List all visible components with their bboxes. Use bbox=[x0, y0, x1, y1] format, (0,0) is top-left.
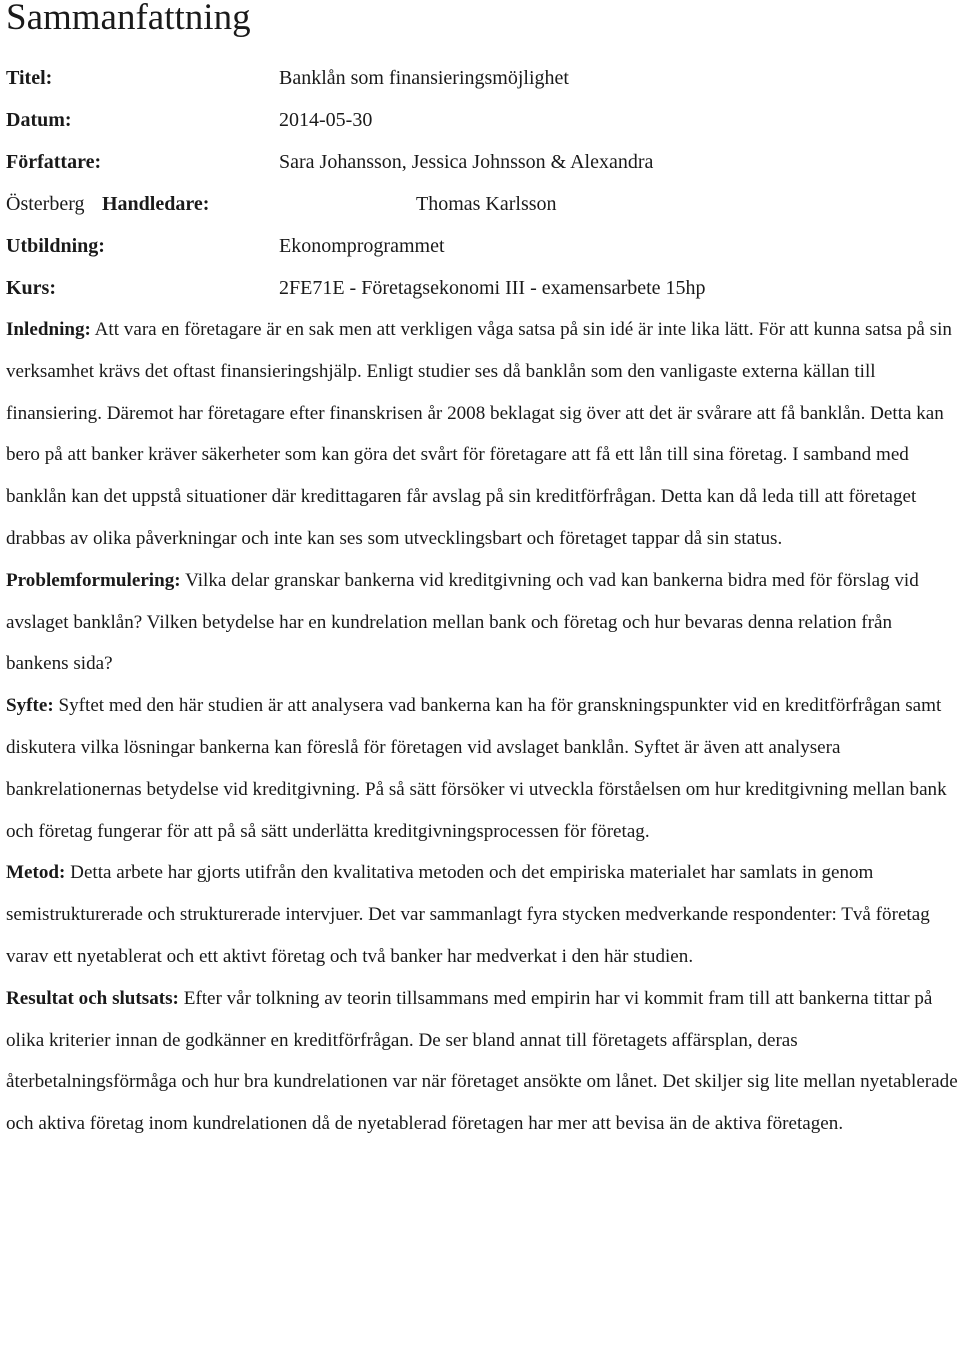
syfte-label: Syfte: bbox=[6, 695, 54, 717]
resultat-label: Resultat och slutsats: bbox=[6, 987, 179, 1009]
section-resultat bbox=[6, 978, 958, 1145]
datum-value: 2014-05-30 bbox=[279, 109, 373, 131]
section-metod bbox=[6, 852, 958, 977]
summary-sections bbox=[6, 309, 958, 1145]
kurs-value: 2FE71E - Företagsekonomi III - examensarbete 15hp bbox=[279, 277, 706, 299]
problemformulering-text: Vilka delar granskar bankerna vid kreditgivning och vad kan bankerna bidra med för förslag vid avslaget banklån? Vilken betydelse har en kundrelation mellan bank och företag och hur bevaras denna relation från bankens sida? bbox=[6, 569, 919, 675]
inledning-text: Att vara en företagare är en sak men att verkligen våga satsa på sin idé är inte lika lätt. För att kunna satsa på sin verksamhet krävs det oftast finansieringshjälp. Enligt studier ses då banklån som den vanligaste externa källan till finansiering. Däremot har företagare efter finanskrisen år 2008 beklagat sig över att det är svårare att få banklån. Detta kan bero på att banker kräver säkerheter som kan göra det svårt för företagare att få ett lån till sina företag. I samband med banklån kan det uppstå situationer där kredittagaren får avslag på sin kreditförfrågan. Detta kan då leda till att företaget drabbas av olika påverkningar och inte kan ses som utvecklingsbart och företaget tappar då sin status. bbox=[6, 319, 952, 549]
problemformulering-label: Problemformulering: bbox=[6, 569, 181, 591]
section-problemformulering bbox=[6, 560, 958, 685]
handledare-value: Thomas Karlsson bbox=[416, 193, 557, 215]
datum-label: Datum: bbox=[6, 109, 72, 131]
forfattare-label: Författare: bbox=[6, 151, 102, 173]
forfattare-value: Sara Johansson, Jessica Johnsson & Alexandra bbox=[279, 151, 654, 173]
section-syfte bbox=[6, 685, 958, 852]
inledning-label: Inledning: bbox=[6, 319, 91, 340]
resultat-text: Efter vår tolkning av teorin tillsammans med empirin har vi kommit fram till att bankerna tittar på olika kriterier innan de godkänner en kreditförfrågan. De ser bland annat till företagets affärsplan, deras återbetalningsförmåga och hur bra kundrelationen var när företaget ansökte om lånet. Det skiljer sig lite mellan nyetablerade och aktiva företag inom kundrelationen då de nyetablerad företagen har mer att bevisa än de aktiva företagen. bbox=[6, 987, 958, 1135]
titel-label: Titel: bbox=[6, 67, 53, 89]
titel-value: Banklån som finansieringsmöjlighet bbox=[279, 67, 569, 89]
kurs-label: Kurs: bbox=[6, 277, 56, 299]
metod-label: Metod: bbox=[6, 862, 66, 884]
syfte-text: Syftet med den här studien är att analysera vad bankerna kan ha för granskningspunkter vid en kreditförfrågan samt diskutera vilka lösningar bankerna kan föreslå för företagen vid avslaget banklån. Syftet är även att analysera bankrelationernas betydelse vid kreditgivning. På så sätt försöker vi utveckla förståelsen om hur kreditgivning mellan bank och företag fungerar för att på så sätt underlätta kreditgivningsprocessen för företag. bbox=[6, 695, 947, 842]
section-inledning bbox=[6, 309, 958, 560]
handledare-label: Handledare: bbox=[102, 193, 210, 215]
metod-text: Detta arbete har gjorts utifrån den kvalitativa metoden och det empiriska materialet har samlats in genom semistrukturerade och strukturerade intervjuer. Det var sammanlagt fyra stycken medverkande respondenter: Två företag varav ett nyetablerat och ett aktivt företag och två banker har medverkat i den här studien. bbox=[6, 862, 930, 967]
forfattare-continuation: Österberg bbox=[6, 193, 85, 215]
utbildning-label: Utbildning: bbox=[6, 235, 105, 257]
utbildning-value: Ekonomprogrammet bbox=[279, 235, 445, 257]
page-title: Sammanfattning bbox=[6, 0, 251, 38]
